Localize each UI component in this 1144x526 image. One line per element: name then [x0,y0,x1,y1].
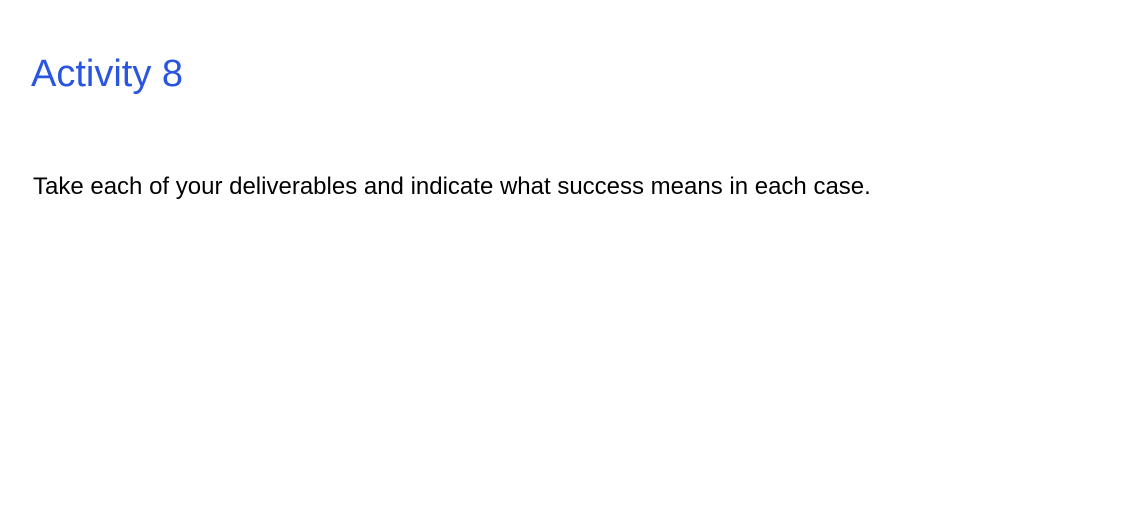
slide-body-text: Take each of your deliverables and indicate what success means in each case. [33,173,871,200]
slide-title: Activity 8 [31,53,184,95]
